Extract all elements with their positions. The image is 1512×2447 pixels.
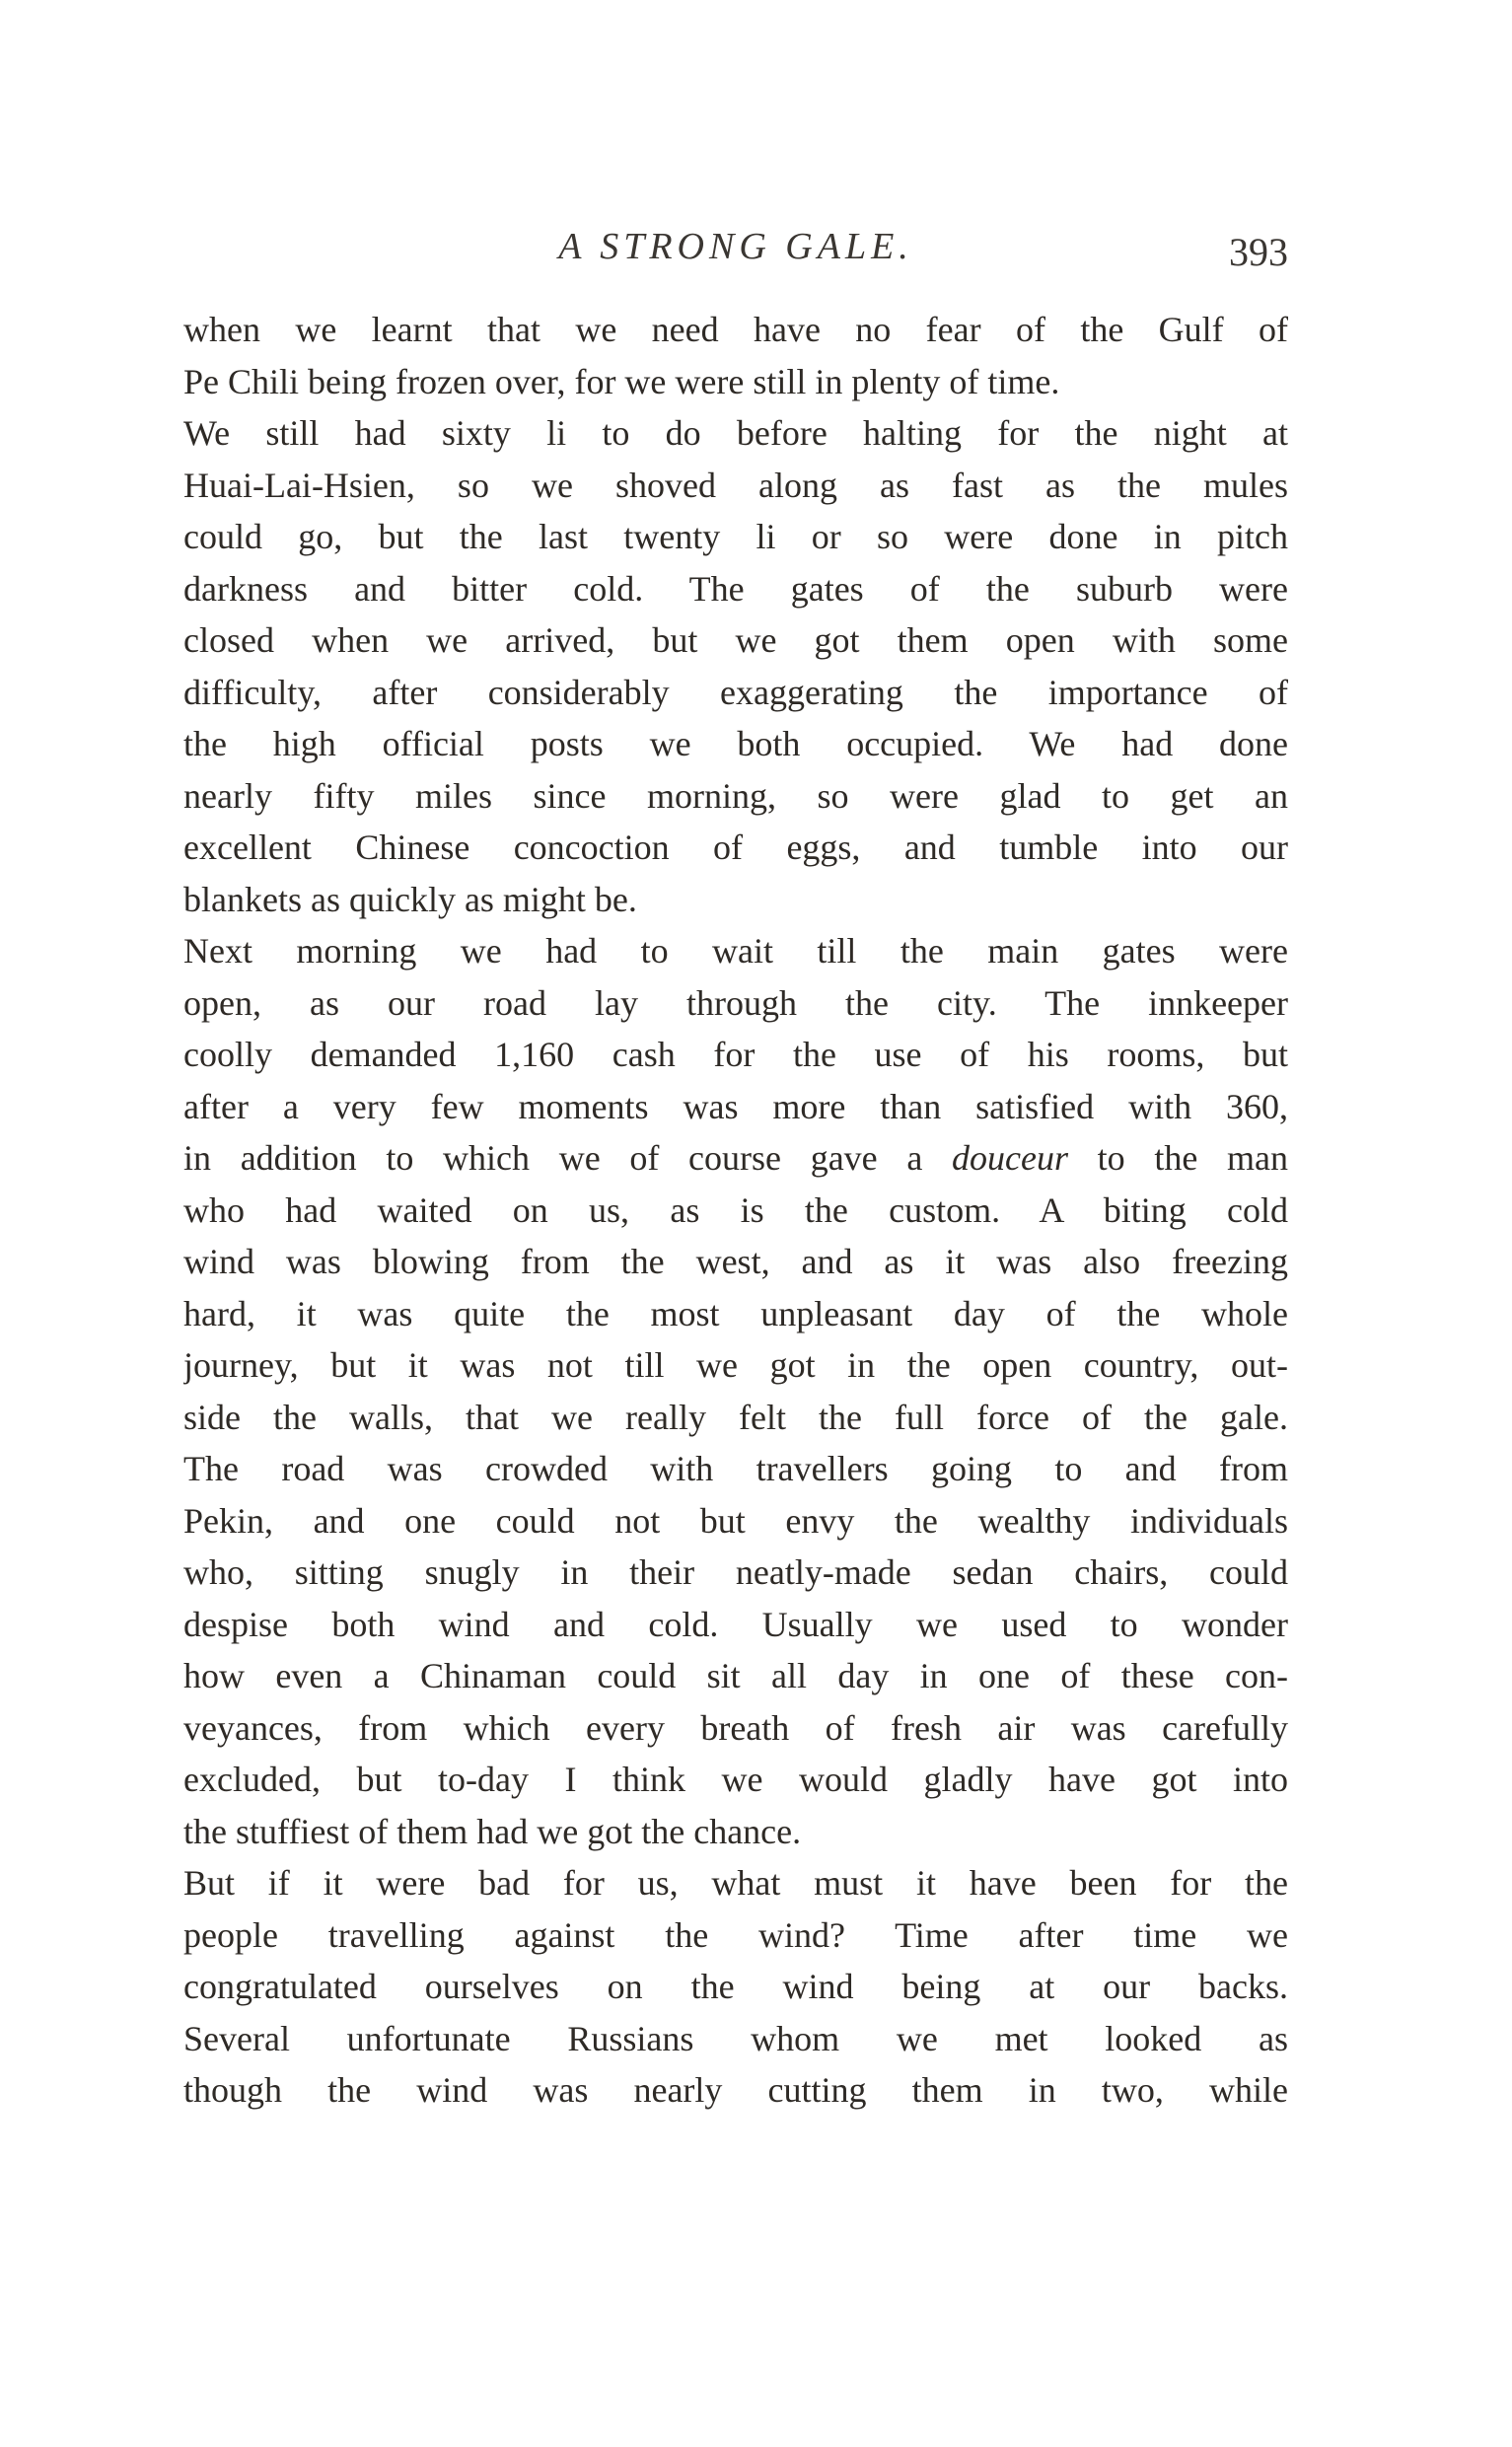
text-line: though the wind was nearly cutting them in two, while bbox=[183, 2070, 1288, 2110]
text-line: closed when we arrived, but we got them open with some bbox=[183, 620, 1288, 660]
italic-word: douceur bbox=[952, 1138, 1068, 1178]
text-line: who had waited on us, as is the custom. A biting cold bbox=[183, 1189, 1288, 1230]
text-line: Huai-Lai-Hsien, so we shoved along as fast as the mules bbox=[183, 465, 1288, 505]
text-line: could go, but the last twenty li or so were done in pitch bbox=[183, 517, 1288, 556]
text-line: Pe Chili being frozen over, for we were still in plenty of time. bbox=[183, 361, 1060, 401]
text-segment: to the man bbox=[1067, 1138, 1288, 1178]
text-line: hard, it was quite the most unpleasant day of the whole bbox=[183, 1293, 1288, 1333]
text-line: blankets as quickly as might be. bbox=[183, 879, 637, 919]
text-line: We still had sixty li to do before halting for the night at bbox=[183, 413, 1288, 453]
text-line: Several unfortunate Russians whom we met looked as bbox=[183, 2018, 1288, 2058]
text-line: excellent Chinese concoction of eggs, and tumble into our bbox=[183, 828, 1288, 867]
text-line: difficulty, after considerably exaggerating the importance of bbox=[183, 672, 1288, 712]
text-line: despise both wind and cold. Usually we used to wonder bbox=[183, 1604, 1288, 1644]
text-line: how even a Chinaman could sit all day in one of these con- bbox=[183, 1656, 1288, 1695]
text-line: Pekin, and one could not but envy the wealthy individuals bbox=[183, 1500, 1288, 1541]
text-segment: in addition to which we of course gave a bbox=[183, 1138, 952, 1178]
text-line: congratulated ourselves on the wind being at our backs. bbox=[183, 1967, 1288, 2006]
text-line: people travelling against the wind? Time after time we bbox=[183, 1914, 1288, 1955]
text-line: darkness and bitter cold. The gates of the suburb were bbox=[183, 568, 1288, 609]
text-line: after a very few moments was more than satisfied with 360, bbox=[183, 1086, 1288, 1126]
text-line: excluded, but to-day I think we would gladly have got into bbox=[183, 1760, 1288, 1799]
text-line: But if it were bad for us, what must it have been for the bbox=[183, 1863, 1288, 1903]
text-line: wind was blowing from the west, and as it was also freezing bbox=[183, 1242, 1288, 1281]
page-number: 393 bbox=[1229, 230, 1288, 274]
body-text bbox=[183, 304, 1288, 2117]
text-line: the high official posts we both occupied. We had done bbox=[183, 724, 1288, 763]
text-line: journey, but it was not till we got in the open country, out- bbox=[183, 1345, 1288, 1385]
text-line: side the walls, that we really felt the full force of the gale. bbox=[183, 1397, 1288, 1437]
text-line: The road was crowded with travellers going to and from bbox=[183, 1449, 1288, 1488]
text-line: Next morning we had to wait till the main gates were bbox=[183, 931, 1288, 971]
text-line: who, sitting snugly in their neatly-made sedan chairs, could bbox=[183, 1552, 1288, 1592]
running-title: A STRONG GALE. bbox=[558, 226, 913, 267]
text-line: coolly demanded 1,160 cash for the use of his rooms, but bbox=[183, 1035, 1288, 1074]
text-line: veyances, from which every breath of fresh air was carefully bbox=[183, 1707, 1288, 1748]
running-head bbox=[183, 225, 1288, 284]
text-line: when we learnt that we need have no fear of the Gulf of bbox=[183, 310, 1288, 349]
text-line-with-italic bbox=[183, 1132, 1288, 1185]
text-line: open, as our road lay through the city. The innkeeper bbox=[183, 982, 1288, 1023]
text-line: the stuffiest of them had we got the chance. bbox=[183, 1811, 802, 1851]
text-line: nearly fifty miles since morning, so were glad to get an bbox=[183, 775, 1288, 816]
